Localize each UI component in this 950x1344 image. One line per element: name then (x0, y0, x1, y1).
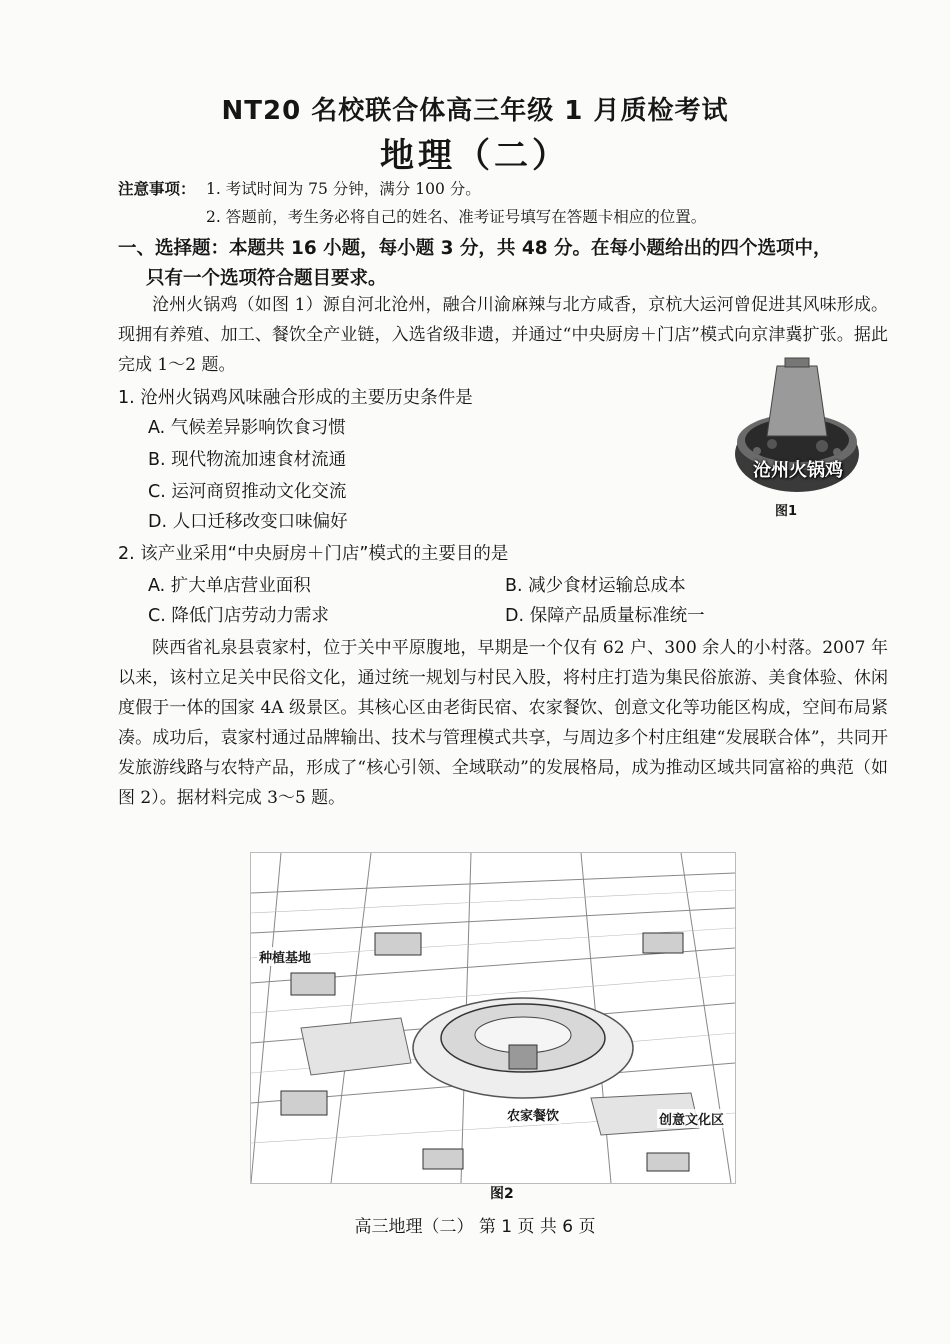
figure-1-caption: 图1 (775, 504, 798, 519)
figure-1-hotpot-image (732, 356, 862, 521)
page-footer: 高三地理（二） 第 1 页 共 6 页 (354, 1217, 596, 1237)
label-creative-culture-zone: 创意文化区 (657, 1109, 726, 1128)
village-sketch (251, 853, 735, 1183)
note-item-2: 2. 答题前，考生务必将自己的姓名、准考证号填写在答题卡相应的位置。 (206, 208, 707, 226)
question-2-option-c: C. 降低门店劳动力需求 (148, 606, 329, 626)
passage-1-text: 沧州火锅鸡（如图 1）源自河北沧州，融合川渝麻辣与北方咸香，京杭大运河曾促进其风味形成。现拥有养殖、加工、餐饮全产业链，入选省级非遗，并通过“中央厨房＋门店”模式向京津冀扩张。据此完成 1～2 题。 (118, 295, 888, 375)
label-planting-base: 种植基地 (257, 947, 313, 966)
section-heading-line1: 一、选择题：本题共 16 小题，每小题 3 分，共 48 分。在每小题给出的四个选项中， (118, 238, 832, 259)
question-1-option-c: C. 运河商贸推动文化交流 (148, 482, 347, 502)
section-heading-line2: 只有一个选项符合题目要求。 (146, 268, 387, 289)
passage-2 (118, 633, 888, 813)
exam-title: NT20 名校联合体高三年级 1 月质检考试 (221, 96, 729, 126)
question-2-option-a: A. 扩大单店营业面积 (148, 576, 311, 596)
section-heading (118, 234, 888, 294)
label-farmhouse-dining: 农家餐饮 (505, 1105, 561, 1124)
question-2-option-b: B. 减少食材运输总成本 (505, 576, 686, 596)
figure-1-overlay-text: 沧州火锅鸡 (753, 460, 843, 481)
question-1-stem: 1. 沧州火锅鸡风味融合形成的主要历史条件是 (118, 388, 473, 408)
question-2-stem: 2. 该产业采用“中央厨房＋门店”模式的主要目的是 (118, 544, 509, 564)
figure-2-caption: 图2 (490, 1186, 514, 1202)
note-item-1: 1. 考试时间为 75 分钟，满分 100 分。 (206, 180, 481, 198)
passage-2-text: 陕西省礼泉县袁家村，位于关中平原腹地，早期是一个仅有 62 户、300 余人的小村落。2007 年以来，该村立足关中民俗文化，通过统一规划与村民入股，将村庄打造为集民俗旅游、美食体验、休闲度假于一体的国家 4A 级景区。其核心区由老街民宿、农家餐饮、创意文化等功能区构成，空间布局紧凑。成功后，袁家村通过品牌输出、技术与管理模式共享，与周边多个村庄组建“发展联合体”，共同开发旅游线路与农特产品，形成了“核心引领、全域联动”的发展格局，成为推动区域共同富裕的典范（如图 2）。据材料完成 3～5 题。 (118, 638, 888, 808)
question-1-option-d: D. 人口迁移改变口味偏好 (148, 512, 348, 532)
notes-label: 注意事项： (118, 180, 196, 198)
question-1-option-a: A. 气候差异影响饮食习惯 (148, 418, 346, 438)
question-1-option-b: B. 现代物流加速食材流通 (148, 450, 347, 470)
figure-2-village-illustration (250, 852, 736, 1184)
question-2-option-d: D. 保障产品质量标准统一 (505, 606, 705, 626)
subject-title: 地理（二） (380, 136, 570, 176)
